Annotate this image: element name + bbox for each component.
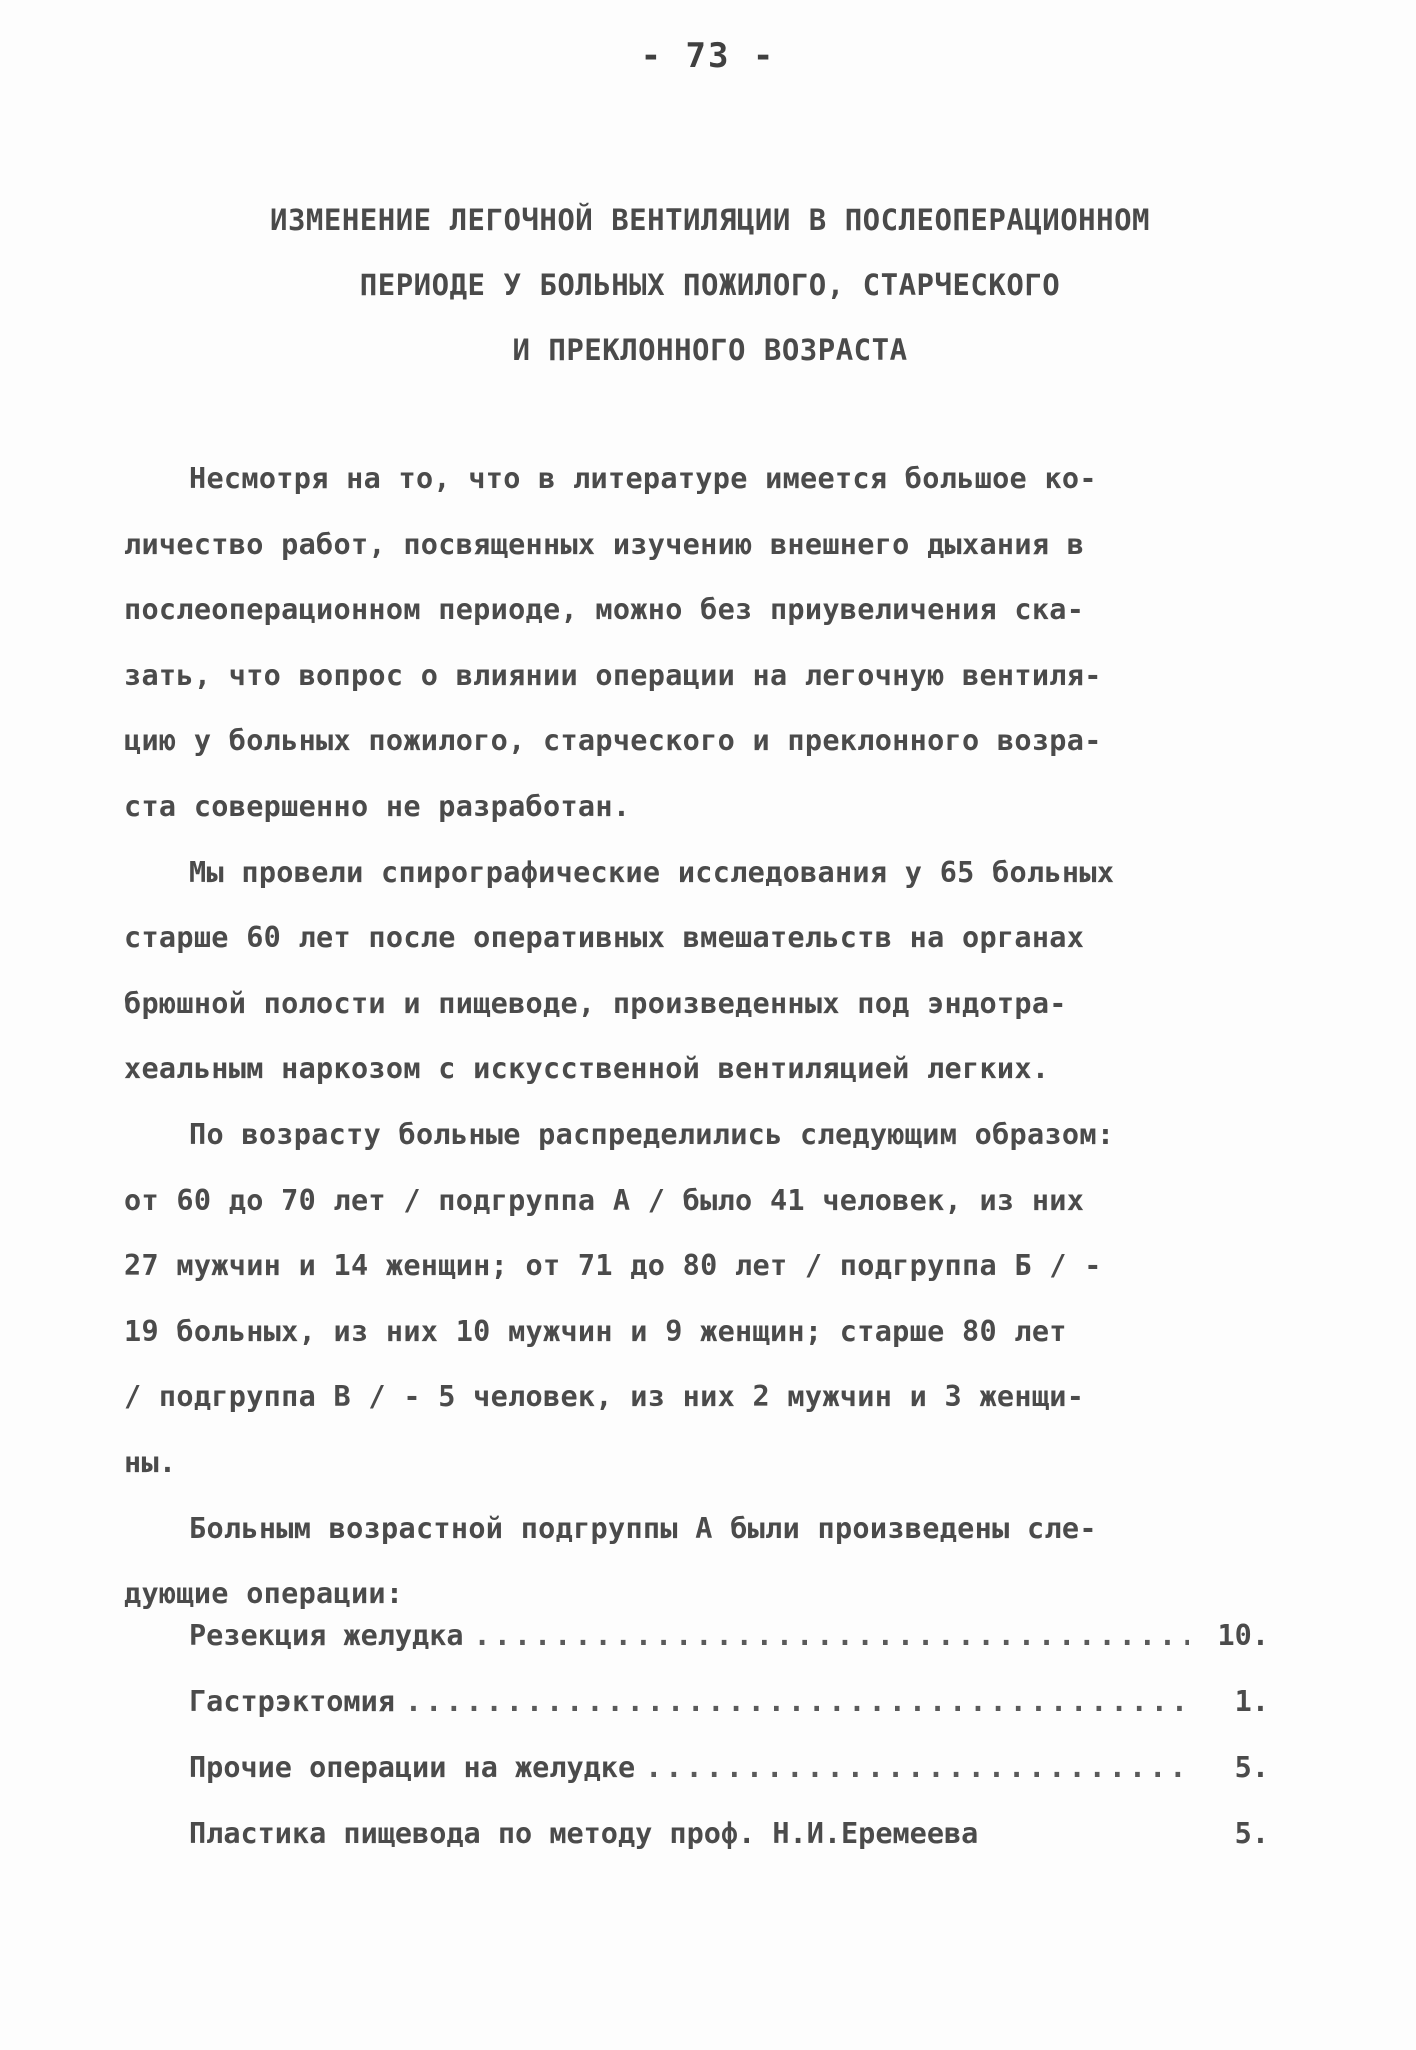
paragraph-4-line-2: дующие операции: [124,1577,404,1611]
paragraph-3-line-4: 19 больных, из них 10 мужчин и 9 женщин; старше 80 лет [124,1314,1067,1348]
title-line-3: И ПРЕКЛОННОГО ВОЗРАСТА [512,333,908,367]
paragraph-3-line-2: от 60 до 70 лет / подгруппа А / было 41 человек, из них [124,1183,1085,1217]
list-item [189,1603,1269,1669]
paragraph-1-line-5: цию у больных пожилого, старческого и преклонного возра- [124,724,1102,758]
operation-count: 5. [1234,1751,1269,1784]
page-number: - 73 - [640,36,776,76]
paragraph-2-line-4: хеальным наркозом с искусственной вентиляцией легких. [124,1052,1050,1086]
operation-name: Резекция желудка [189,1619,464,1652]
operation-count: 1. [1234,1685,1269,1718]
operation-name: Прочие операции на желудке [189,1751,636,1784]
list-item [189,1801,1269,1867]
title-line-2: ПЕРИОДЕ У БОЛЬНЫХ ПОЖИЛОГО, СТАРЧЕСКОГО [359,268,1061,302]
dot-leader [645,1735,1189,1801]
paragraph-1-line-3: послеоперационном периоде, можно без приувеличения ска- [124,593,1085,627]
paragraph-2-line-1: Мы провели спирографические исследования у 65 больных [189,855,1115,889]
operation-count: 10. [1217,1619,1269,1652]
paragraph-3-line-3: 27 мужчин и 14 женщин; от 71 до 80 лет / подгруппа Б / - [124,1249,1102,1283]
section-title [130,188,1290,383]
paragraph-4-line-1: Больным возрастной подгруппы А были произведены сле- [189,1511,1097,1545]
dot-leader [405,1669,1189,1735]
paragraph-3-line-1: По возрасту больные распределились следующим образом: [189,1117,1115,1151]
body-text [124,446,1304,1627]
operation-count: 5. [1234,1817,1269,1850]
paragraph-2-line-2: старше 60 лет после оперативных вмешательств на органах [124,921,1085,955]
paragraph-1-line-4: зать, что вопрос о влиянии операции на легочную вентиля- [124,658,1102,692]
paragraph-2-line-3: брюшной полости и пищеводе, произведенных под эндотра- [124,986,1067,1020]
operation-name: Пластика пищевода по методу проф. Н.И.Еремеева [189,1817,979,1850]
operations-list [189,1603,1269,1867]
dot-leader [474,1603,1189,1669]
list-item [189,1735,1269,1801]
title-line-1: ИЗМЕНЕНИЕ ЛЕГОЧНОЙ ВЕНТИЛЯЦИИ В ПОСЛЕОПЕРАЦИОННОМ [269,203,1150,237]
paragraph-3-line-6: ны. [124,1445,177,1479]
operation-name: Гастрэктомия [189,1685,395,1718]
paragraph-1-line-2: личество работ, посвященных изучению внешнего дыхания в [124,527,1085,561]
paragraph-1-line-6: ста совершенно не разработан. [124,789,631,823]
list-item [189,1669,1269,1735]
paragraph-1-line-1: Несмотря на то, что в литературе имеется большое ко- [189,462,1097,495]
paragraph-3-line-5: / подгруппа В / - 5 человек, из них 2 мужчин и 3 женщи- [124,1380,1085,1414]
